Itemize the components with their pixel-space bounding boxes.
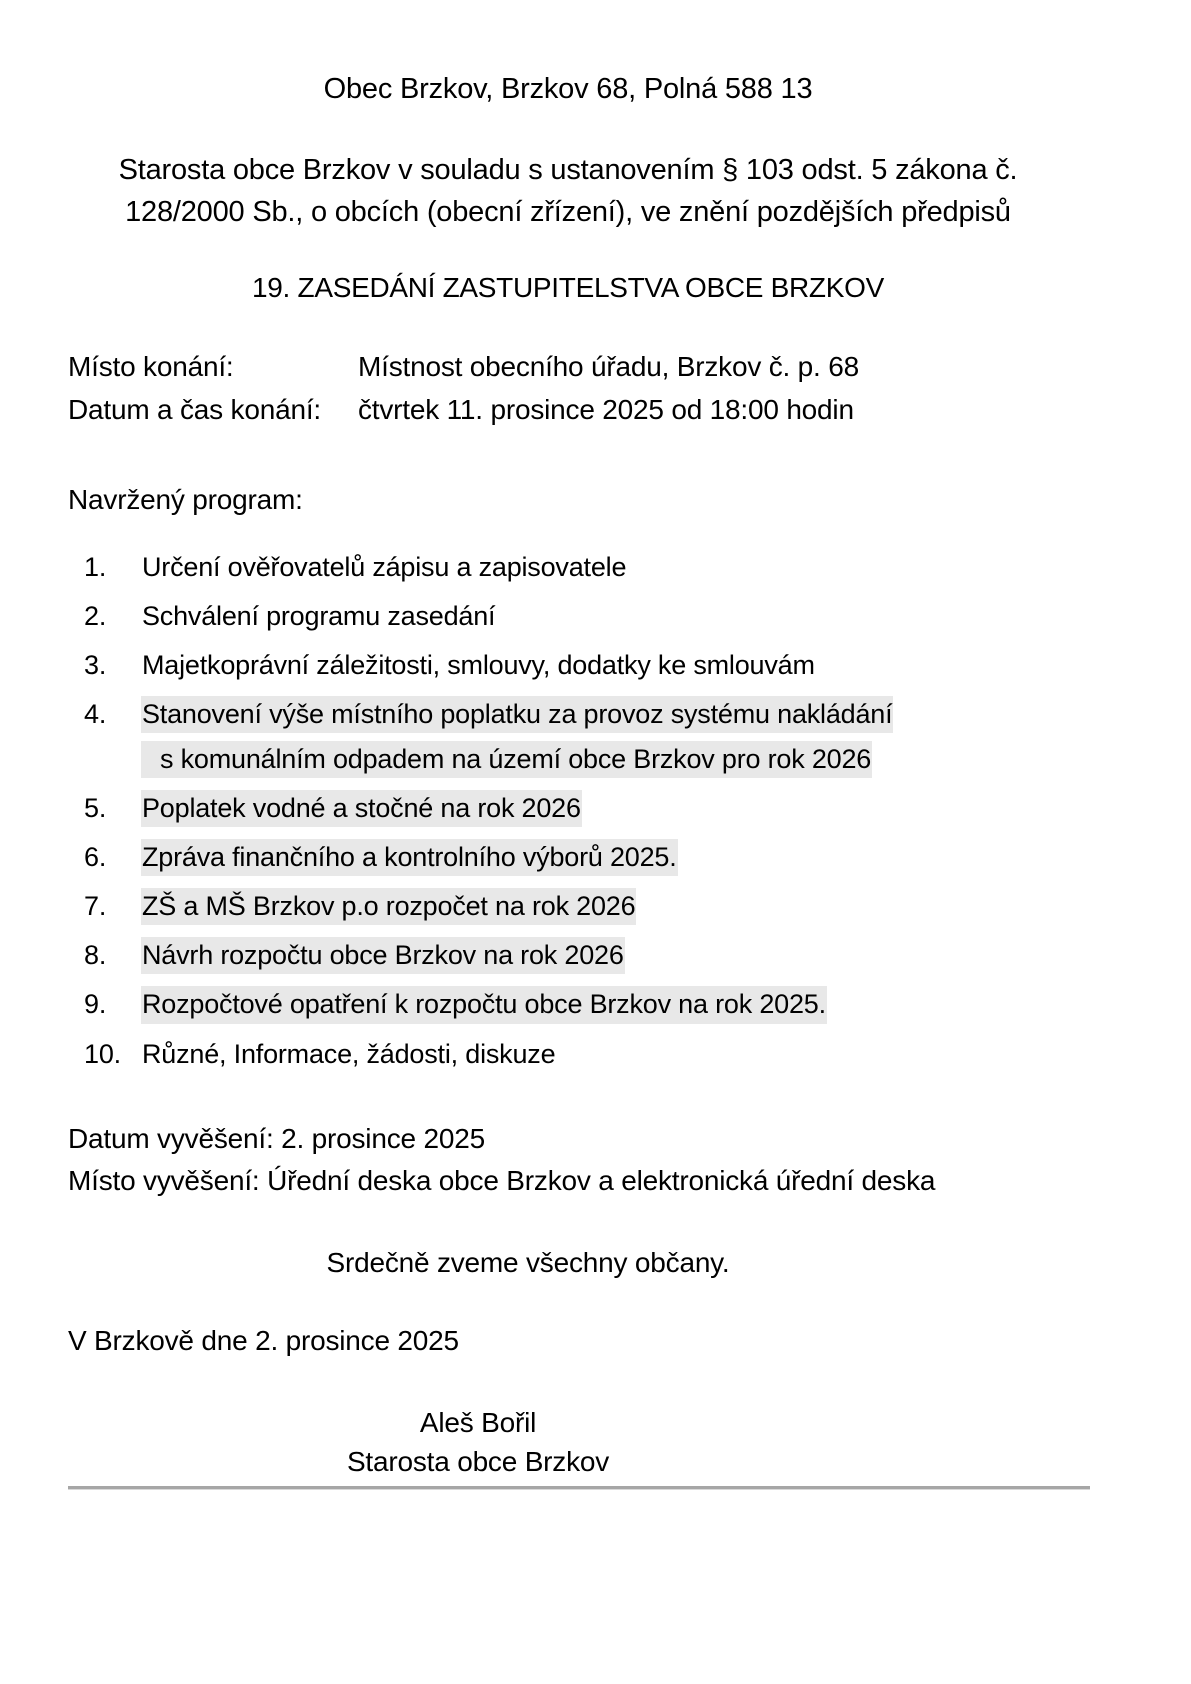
meeting-title: 19. ZASEDÁNÍ ZASTUPITELSTVA OBCE BRZKOV (252, 271, 884, 303)
program-item-text-wrap (142, 697, 1068, 777)
program-item-text: Poplatek vodné a stočné na rok 2026 (142, 791, 581, 826)
legal-basis-paragraph (68, 149, 1068, 233)
legal-line-1: Starosta obce Brzkov v souladu s ustanovením § 103 odst. 5 zákona č. (118, 153, 1018, 186)
posted-date: Datum vyvěšení: 2. prosince 2025 (68, 1122, 485, 1154)
program-item-text: Schválení programu zasedání (142, 600, 496, 631)
program-item (68, 697, 1068, 777)
signature-name: Aleš Bořil (419, 1406, 537, 1438)
program-item-text: Návrh rozpočtu obce Brzkov na rok 2026 (142, 938, 624, 973)
program-item (68, 987, 1068, 1022)
program-list (68, 550, 1068, 1072)
program-item-number: 10. (84, 1038, 121, 1069)
program-item (68, 889, 1068, 924)
program-item-text-wrap (142, 791, 1068, 826)
program-item-continuation: s komunálním odpadem na území obce Brzkov pro rok 2026 (142, 742, 871, 777)
program-item-text-wrap (142, 889, 1068, 924)
place-label: Místo konání: (68, 351, 234, 383)
legal-line-2: 128/2000 Sb., o obcích (obecní zřízení), ve znění pozdějších předpisů (125, 195, 1011, 228)
signature-block (68, 1403, 1068, 1483)
posted-place: Místo vyvěšení: Úřední deska obce Brzkov a elektronická úřední deska (68, 1165, 936, 1197)
program-item-text: Majetkoprávní záležitosti, smlouvy, dodatky ke smlouvám (142, 649, 815, 680)
program-item-text-wrap (142, 550, 1068, 585)
program-item-text-wrap (142, 1037, 1068, 1072)
program-item (68, 791, 1068, 826)
welcome-note: Srdečně zveme všechny občany. (326, 1246, 730, 1278)
program-item-text-wrap (142, 648, 1068, 683)
signature-role: Starosta obce Brzkov (346, 1446, 610, 1478)
datetime-value: čtvrtek 11. prosince 2025 od 18:00 hodin (358, 394, 854, 426)
program-item (68, 938, 1068, 973)
posting-info (68, 1118, 1068, 1203)
program-item-text: Různé, Informace, žádosti, diskuze (142, 1038, 556, 1069)
meeting-details (68, 346, 1068, 431)
place-value: Místnost obecního úřadu, Brzkov č. p. 68 (358, 351, 859, 383)
program-item-text: ZŠ a MŠ Brzkov p.o rozpočet na rok 2026 (142, 889, 635, 924)
program-item-number: 9. (84, 989, 107, 1020)
program-item-text: Zpráva finančního a kontrolního výborů 2025. (142, 840, 677, 875)
program-item-text: Stanovení výše místního poplatku za provoz systému nakládání (142, 697, 892, 732)
program-item-number: 1. (84, 551, 107, 582)
program-item (68, 648, 1068, 683)
program-item-number: 5. (84, 793, 107, 824)
program-item-number: 4. (84, 698, 107, 729)
footer-divider (68, 1486, 1090, 1490)
program-item-text-wrap (142, 987, 1068, 1022)
detail-row-place (68, 346, 1068, 389)
program-item (68, 550, 1068, 585)
program-heading: Navržený program: (68, 483, 303, 515)
program-item (68, 599, 1068, 634)
place-and-date: V Brzkově dne 2. prosince 2025 (68, 1324, 459, 1356)
datetime-label: Datum a čas konání: (68, 394, 321, 426)
program-item-text-wrap (142, 840, 1068, 875)
program-item-text: Určení ověřovatelů zápisu a zapisovatele (142, 551, 627, 582)
program-item-text: Rozpočtové opatření k rozpočtu obce Brzkov na rok 2025. (142, 987, 826, 1022)
detail-row-datetime (68, 389, 1068, 432)
organization-header: Obec Brzkov, Brzkov 68, Polná 588 13 (323, 73, 813, 105)
program-item-number: 3. (84, 649, 107, 680)
program-item (68, 840, 1068, 875)
program-item-number: 7. (84, 891, 107, 922)
program-item-text-wrap (142, 938, 1068, 973)
program-item-number: 2. (84, 600, 107, 631)
program-item-number: 8. (84, 940, 107, 971)
program-item-text-wrap (142, 599, 1068, 634)
document-body (68, 0, 1068, 1482)
program-item (68, 1037, 1068, 1072)
program-item-number: 6. (84, 842, 107, 873)
